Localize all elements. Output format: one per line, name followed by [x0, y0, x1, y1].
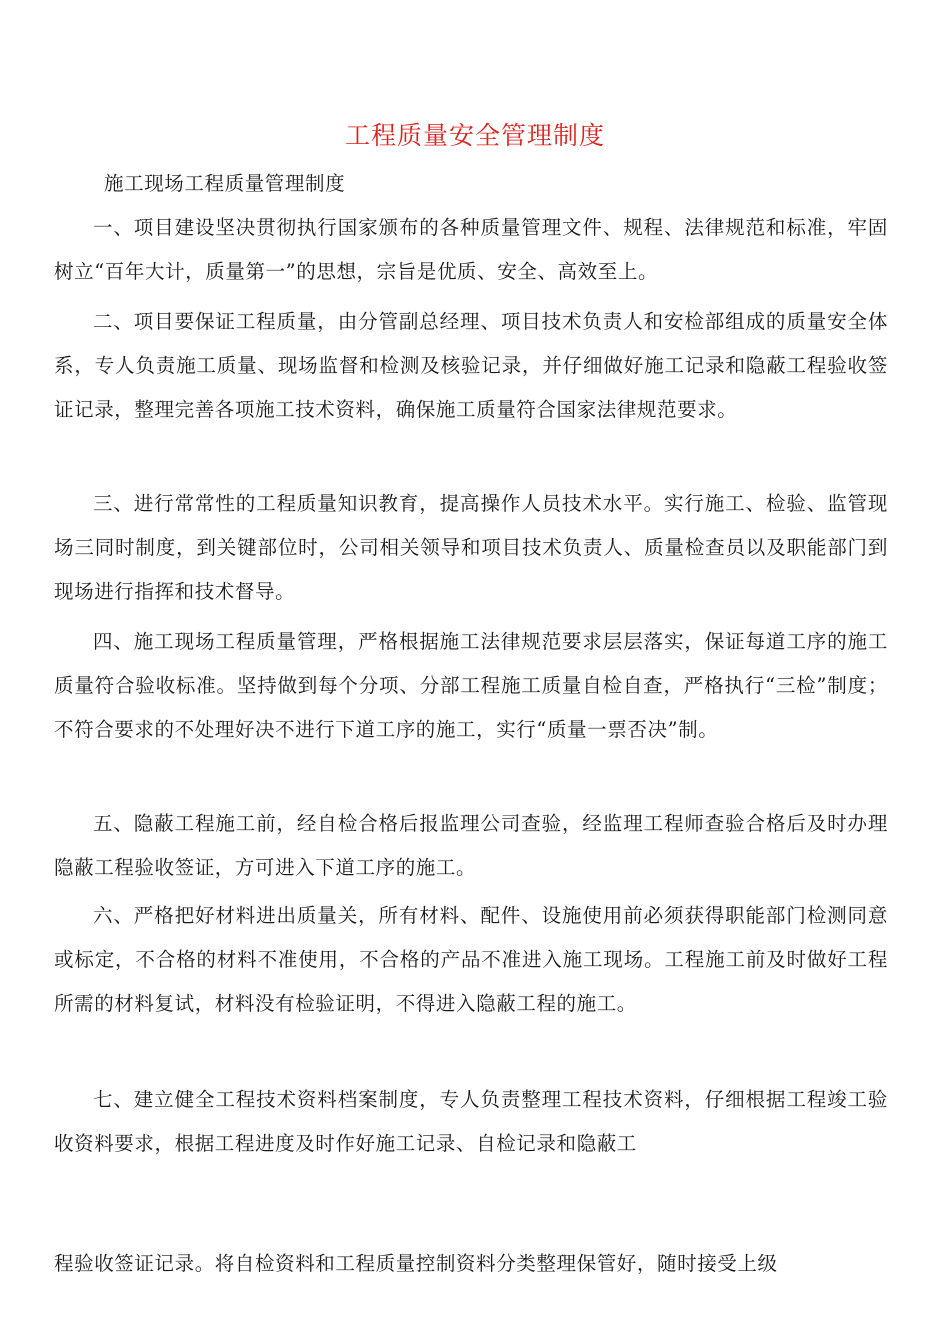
paragraph-1: 一、项目建设坚决贯彻执行国家颁布的各种质量管理文件、规程、法律规范和标准，牢固树立“百年大计，质量第一”的思想，宗旨是优质、安全、高效至上。: [54, 216, 888, 283]
paragraph-7: 七、建立健全工程技术资料档案制度，专人负责整理工程技术资料，仔细根据工程竣工验收资料要求，根据工程进度及时作好施工记录、自检记录和隐蔽工: [54, 1088, 888, 1155]
paragraph-continuation: 程验收签证记录。将自检资料和工程质量控制资料分类整理保管好，随时接受上级: [54, 1252, 778, 1275]
paragraph-6: 六、严格把好材料进出质量关，所有材料、配件、设施使用前必须获得职能部门检测同意或标定，不合格的材料不准使用，不合格的产品不准进入施工现场。工程施工前及时做好工程所需的材料复试，材料没有检验证明，不得进入隐蔽工程的施工。: [54, 904, 888, 1015]
section-heading: 施工现场工程质量管理制度: [104, 172, 346, 195]
paragraph-2: 二、项目要保证工程质量，由分管副总经理、项目技术负责人和安检部组成的质量安全体系，专人负责施工质量、现场监督和检测及核验记录，并仔细做好施工记录和隐蔽工程验收签证记录，整理完善各项施工技术资料，确保施工质量符合国家法律规范要求。: [54, 310, 888, 421]
document-title: 工程质量安全管理制度: [344, 121, 605, 150]
paragraph-5: 五、隐蔽工程施工前，经自检合格后报监理公司查验，经监理工程师查验合格后及时办理隐蔽工程验收签证，方可进入下道工序的施工。: [54, 812, 888, 879]
paragraph-4: 四、施工现场工程质量管理，严格根据施工法律规范要求层层落实，保证每道工序的施工质量符合验收标准。坚持做到每个分项、分部工程施工质量自检自查，严格执行“三检”制度；不符合要求的不处理好决不进行下道工序的施工，实行“质量一票否决”制。: [54, 630, 888, 741]
paragraph-3: 三、进行常常性的工程质量知识教育，提高操作人员技术水平。实行施工、检验、监管现场三同时制度，到关键部位时，公司相关领导和项目技术负责人、质量检查员以及职能部门到现场进行指挥和技术督导。: [54, 492, 888, 603]
